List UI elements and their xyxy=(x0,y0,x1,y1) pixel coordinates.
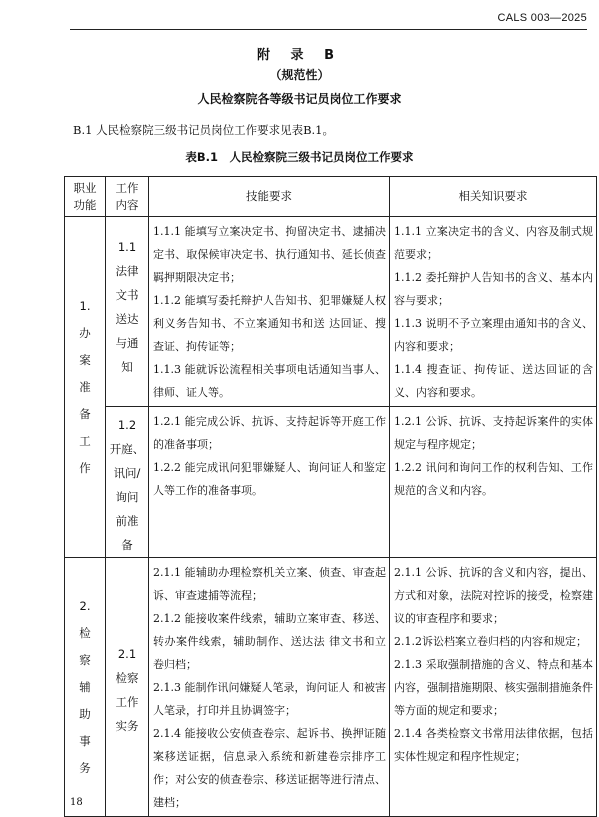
intro-text: B.1 人民检察院三级书记员岗位工作要求见表B.1。 xyxy=(73,123,334,137)
header-rule xyxy=(70,29,587,30)
work-content-cell: 1.1 法律 文书 送达 与通 知 xyxy=(106,217,149,407)
appendix-title: 附 录 B xyxy=(257,48,342,63)
knowledge-text: 1.1.1 立案决定书的含义、内容及制式规范要求； 1.1.2 委托辩护人告知书的含义、基本内容与要求； 1.1.3 说明不予立案理由通知书的含义、内容和要求； 1.1.4 搜查证、拘传证、送达回证的含义、内容和要求。 xyxy=(394,225,593,399)
appendix-type: （规范性） xyxy=(269,68,330,82)
knowledge-cell xyxy=(390,558,597,817)
skills-cell xyxy=(149,558,390,817)
header-category xyxy=(65,177,106,217)
work-content-cell: 1.2 开庭、 讯问/ 询问 前准 备 xyxy=(106,407,149,558)
knowledge-text: 2.1.1 公诉、抗诉的含义和内容，提出、方式和对象，法院对控诉的接受，检察建议的审查程序和要求； 2.1.2诉讼档案立卷归档的内容和规定； 2.1.3 采取强制措施的含义、特点和基本内容，强制措施期限、核实强制措施条件等方面的规定和要求； 2.1.4 各类检察文书常用法律依据，包括实体性规定和程序性规定； xyxy=(394,566,593,763)
category-cell: 2. 检 察 辅 助 事 务 xyxy=(65,558,106,817)
category-cell: 1. 办 案 准 备 工 作 xyxy=(65,217,106,558)
skills-text: 2.1.1 能辅助办理检察机关立案、侦查、审查起诉、审查逮捕等流程； 2.1.2 能接收案件线索，辅助立案审查、移送、转办案件线索，辅助制作、送达法 律文书和立卷归档； 2.1.3 能制作讯问嫌疑人笔录，询问证人 和被害人笔录，打印并且协调签字； 2.1.4 能接收公安侦查卷宗、起诉书、换押证随案移送证据，信息录入系统和新建卷宗排序工作；对公安的侦查卷宗、移送证据等进行清点、建档； xyxy=(153,566,386,809)
appendix-heading: 人民检察院各等级书记员岗位工作要求 xyxy=(197,92,402,106)
header-knowledge: 相关知识要求 xyxy=(390,177,597,217)
skills-text: 1.2.1 能完成公诉、抗诉、支持起诉等开庭工作的准备事项； 1.2.2 能完成讯问犯罪嫌疑人、询问证人和鉴定人等工作的准备事项。 xyxy=(153,415,386,497)
table-caption: 表B.1 人民检察院三级书记员岗位工作要求 xyxy=(185,150,414,164)
standard-code: CALS 003—2025 xyxy=(497,12,587,24)
header-work-line1: 工作 xyxy=(115,180,139,195)
requirements-table xyxy=(64,176,597,817)
skills-cell xyxy=(149,217,390,407)
header-work xyxy=(106,177,149,217)
knowledge-text: 1.2.1 公诉、抗诉、支持起诉案件的实体规定与程序规定； 1.2.2 讯问和询问工作的权利告知、工作规范的含义和内容。 xyxy=(394,415,593,497)
header-category-line2: 功能 xyxy=(73,197,97,212)
table-header-row xyxy=(65,177,597,217)
skills-cell xyxy=(149,407,390,558)
header-work-line2: 内容 xyxy=(115,197,139,212)
knowledge-cell xyxy=(390,407,597,558)
skills-text: 1.1.1 能填写立案决定书、拘留决定书、逮捕决定书、取保候审决定书、执行通知书、延长侦查羁押期限决定书； 1.1.2 能填写委托辩护人告知书、犯罪嫌疑人权利义务告知书、不立案通知书和送 达回证、搜查证、拘传证等； 1.1.3 能就诉讼流程相关事项电话通知当事人、律师、证人等。 xyxy=(153,225,386,399)
knowledge-cell xyxy=(390,217,597,407)
page-number: 18 xyxy=(70,797,83,808)
header-skills: 技能要求 xyxy=(149,177,390,217)
header-category-line1: 职业 xyxy=(73,180,97,195)
work-content-cell: 2.1 检察 工作 实务 xyxy=(106,558,149,817)
table-row xyxy=(65,407,597,558)
table-row xyxy=(65,558,597,817)
table-row xyxy=(65,217,597,407)
